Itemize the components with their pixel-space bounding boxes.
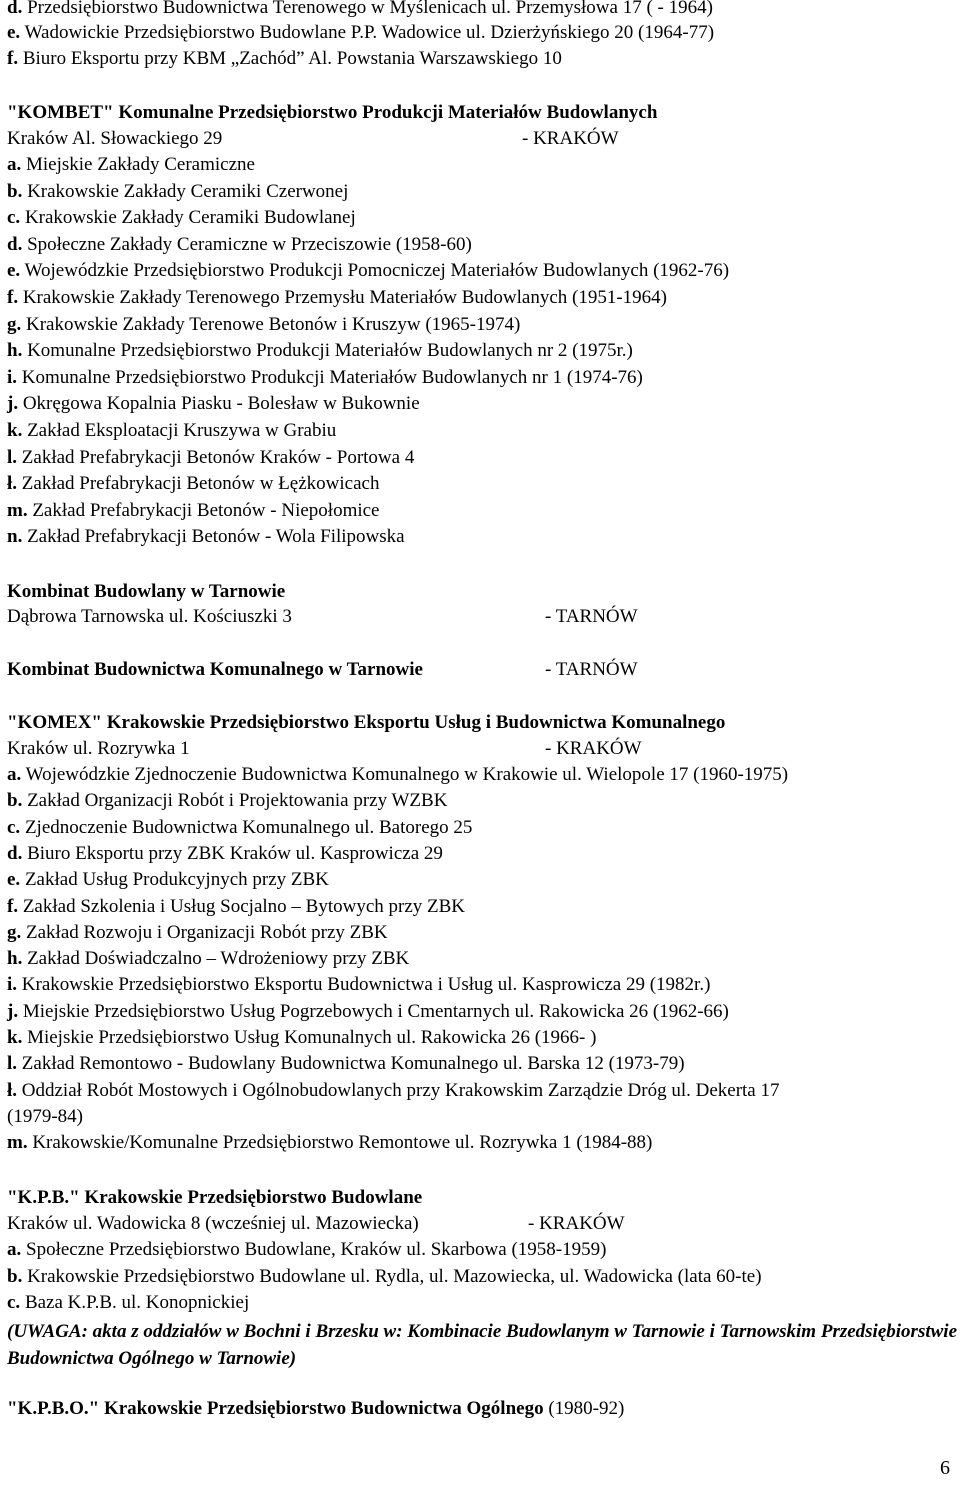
list-item-letter: c. [7,816,21,838]
list-item [7,1051,685,1077]
list-item-letter: a. [7,1239,22,1260]
list-item-letter: b. [7,180,23,202]
list-item-text: Zakład Rozwoju i Organizacji Robót przy ZBK [26,921,388,943]
list-item: f. Biuro Eksportu przy KBM „Zachód” Al. Powstania Warszawskiego 10 [7,48,562,69]
list-item-letter: j. [7,393,19,415]
list-item [7,338,633,364]
list-item-text: Krakowskie Przedsiębiorstwo Budowlane ul. Rydla, ul. Mazowiecka, ul. Wadowicka (lata 60-te) [27,1265,762,1287]
list-item [7,258,729,284]
list-item-letter: l. [7,446,18,468]
list-item-text: Zakład Prefabrykacji Betonów Kraków - Portowa 4 [21,446,415,468]
list-item [7,946,409,972]
list-item-letter: e. [7,260,21,282]
section-address: Kraków ul. Wadowicka 8 (wcześniej ul. Mazowiecka) [7,1213,419,1234]
list-item-text: Krakowskie Przedsiębiorstwo Eksportu Budownictwa i Usług ul. Kasprowicza 29 (1982r.) [21,974,711,996]
list-item [7,1264,762,1290]
list-item-letter: g. [7,921,22,943]
list-item [7,365,643,391]
list-item-letter: g. [7,313,22,335]
section-address: Dąbrowa Tarnowska ul. Kościuszki 3 [7,606,292,627]
list-item-letter: k. [7,420,23,441]
list-item [7,524,405,550]
list-item-letter: e. [7,869,21,891]
list-item-text: Krakowskie Zakłady Ceramiki Czerwonej [27,180,349,202]
list-item [7,1290,249,1316]
list-item [7,285,667,311]
list-item [7,391,420,417]
list-item-text: Zakład Usług Produkcyjnych przy ZBK [24,869,329,891]
list-item [7,1078,780,1104]
list-item-letter: n. [7,526,23,548]
list-item-text: Zakład Prefabrykacji Betonów - Wola Filipowska [27,526,405,548]
list-item-text: Krakowskie Zakłady Ceramiki Budowlanej [24,207,356,229]
list-item [7,920,388,946]
list-item-letter: h. [7,948,23,970]
list-item-text: Okręgowa Kopalnia Piasku - Bolesław w Bukownie [22,393,420,415]
section-heading-kombet: "KOMBET" Komunalne Przedsiębiorstwo Produkcji Materiałów Budowlanych [7,102,658,123]
list-item [7,894,465,920]
list-item-text: Zakład Eksploatacji Kruszywa w Grabiu [27,420,337,441]
section-heading-komex: "KOMEX" Krakowskie Przedsiębiorstwo Eksportu Usług i Budownictwa Komunalnego [7,712,726,733]
list-item-text: Zakład Organizacji Robót i Projektowania przy WZBK [27,790,448,812]
list-item [7,498,380,524]
section-city: - KRAKÓW [545,738,642,759]
list-item-text: Wojewódzkie Zjednoczenie Budownictwa Komunalnego w Krakowie ul. Wielopole 17 (1960-1975) [25,764,789,785]
list-item-letter: c. [7,207,21,229]
section-city: - TARNÓW [545,606,638,627]
list-item-text: Wojewódzkie Przedsiębiorstwo Produkcji Pomocniczej Materiałów Budowlanych (1962-76) [24,260,730,282]
list-item [7,867,329,893]
section-address: Kraków Al. Słowackiego 29 [7,128,223,149]
list-item [7,471,379,497]
list-item-text: Społeczne Zakłady Ceramiczne w Przeciszowie (1958-60) [27,233,472,255]
list-item [7,445,414,471]
list-item-text: Krakowskie/Komunalne Przedsiębiorstwo Remontowe ul. Rozrywka 1 (1984-88) [32,1132,653,1154]
list-item [7,152,255,178]
list-item [7,1104,83,1130]
list-item-letter: m. [7,499,28,521]
list-item-letter: ł. [7,1079,18,1101]
list-item-text: Komunalne Przedsiębiorstwo Produkcji Materiałów Budowlanych nr 1 (1974-76) [21,366,643,388]
list-item [7,312,520,338]
list-item-text: Miejskie Przedsiębiorstwo Usług Komunalnych ul. Rakowicka 26 (1966- ) [27,1027,597,1048]
list-item [7,232,472,258]
list-item-letter: a. [7,154,22,175]
list-item-text: Miejskie Zakłady Ceramiczne [26,154,255,175]
list-item [7,1237,606,1263]
list-item-letter: m. [7,1132,28,1154]
list-item-text: Społeczne Przedsiębiorstwo Budowlane, Kraków ul. Skarbowa (1958-1959) [26,1239,607,1260]
list-item [7,762,788,788]
list-item: e. Wadowickie Przedsiębiorstwo Budowlane P.P. Wadowice ul. Dzierżyńskiego 20 (1964-77) [7,22,715,43]
list-item [7,1130,652,1156]
list-item-text: Zakład Remontowo - Budowlany Budownictwa Komunalnego ul. Barska 12 (1973-79) [21,1053,685,1075]
list-item-text: Komunalne Przedsiębiorstwo Produkcji Materiałów Budowlanych nr 2 (1975r.) [27,340,633,362]
section-heading-kpbo: "K.P.B.O." Krakowskie Przedsiębiorstwo Budownictwa Ogólnego (1980-92) [7,1398,625,1419]
list-item-text: Zakład Prefabrykacji Betonów - Niepołomice [32,499,380,521]
list-item-text: Oddział Robót Mostowych i Ogólnobudowlanych przy Krakowskim Zarządzie Dróg ul. Dekerta 17 [21,1079,780,1101]
list-item [7,999,729,1025]
section-city: - KRAKÓW [522,128,619,149]
list-item-letter: b. [7,790,23,812]
list-item [7,972,710,998]
list-item-letter: ł. [7,473,18,495]
section-heading-kombinat-tarnow: Kombinat Budowlany w Tarnowie [7,581,286,602]
list-item [7,418,336,444]
section-heading-kombinat-komunalny: Kombinat Budownictwa Komunalnego w Tarnowie [7,659,423,680]
list-item-text: Krakowskie Zakłady Terenowe Betonów i Kruszyw (1965-1974) [26,313,521,335]
list-item: d. Przedsiębiorstwo Budownictwa Terenowego w Myślenicach ul. Przemysłowa 17 ( - 1964) [7,0,713,18]
list-item-letter: a. [7,764,22,785]
list-item-text: Biuro Eksportu przy ZBK Kraków ul. Kasprowicza 29 [27,842,443,864]
list-item-text: Zakład Szkolenia i Usług Socjalno – Bytowych przy ZBK [22,895,466,917]
list-item [7,815,472,841]
list-item-text: Zakład Doświadczalno – Wdrożeniowy przy ZBK [27,948,410,970]
section-city: - KRAKÓW [528,1213,625,1234]
list-item [7,841,443,867]
section-address: Kraków ul. Rozrywka 1 [7,738,190,759]
list-item-letter: c. [7,1292,21,1313]
list-item-letter: d. [7,842,23,864]
list-item [7,205,356,231]
section-city: - TARNÓW [545,659,638,680]
list-item-letter: h. [7,340,23,362]
list-item-letter: b. [7,1265,23,1287]
list-item-text: Zjednoczenie Budownictwa Komunalnego ul. Batorego 25 [24,816,473,838]
list-item-text: Zakład Prefabrykacji Betonów w Łężkowicach [21,473,380,495]
section-heading-kpb: "K.P.B." Krakowskie Przedsiębiorstwo Budowlane [7,1187,423,1208]
list-item-letter: f. [7,287,19,308]
page-number: 6 [940,1457,950,1479]
list-item-letter: j. [7,1000,19,1022]
list-item-letter: k. [7,1027,23,1048]
list-item-letter: i. [7,366,18,388]
list-item [7,1025,596,1051]
list-item-letter: i. [7,974,18,996]
list-item-text: Baza K.P.B. ul. Konopnickiej [24,1292,250,1313]
list-item-letter: d. [7,233,23,255]
note: (UWAGA: akta z oddziałów w Bochni i Brzesku w: Kombinacie Budowlanym w Tarnowie i Tarnowskim Przedsiębiorstwie Budownictwa Ogólnego w Tarnowie) [7,1321,957,1369]
list-item-text: (1979-84) [7,1105,83,1127]
list-item [7,179,348,205]
list-item-text: Miejskie Przedsiębiorstwo Usług Pogrzebowych i Cmentarnych ul. Rakowicka 26 (1962-66) [22,1000,729,1022]
list-item-letter: l. [7,1053,18,1075]
list-item [7,788,447,814]
list-item-text: Krakowskie Zakłady Terenowego Przemysłu Materiałów Budowlanych (1951-1964) [22,287,667,308]
list-item-letter: f. [7,895,19,917]
